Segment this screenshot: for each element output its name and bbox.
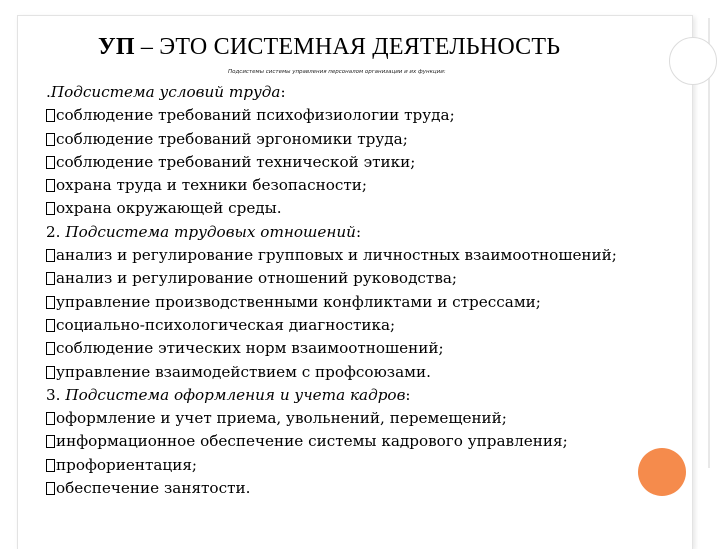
list-item-text: управление взаимодействием с профсоюзами.	[56, 362, 431, 381]
subsystem-number: 3.	[46, 385, 66, 404]
subsystem-heading-text: Подсистема условий труда	[50, 83, 281, 101]
subsystem-number: .	[46, 83, 51, 101]
subsystem-heading-text: Подсистема трудовых отношений	[65, 222, 356, 241]
list-item-text: соблюдение требований технической этики;	[56, 152, 416, 171]
title-abbreviation: УП	[98, 34, 135, 60]
list-item-text: охрана труда и техники безопасности;	[56, 176, 368, 195]
subsystem-number: 2.	[46, 222, 66, 241]
bullet-box-icon	[46, 249, 55, 262]
list-item-text: профориентация;	[56, 455, 198, 474]
list-item	[46, 197, 646, 220]
slide-subtitle: Подсистемы системы управления персоналом организации и их функции:	[228, 69, 446, 75]
bullet-box-icon	[46, 482, 55, 495]
list-item	[46, 151, 646, 174]
list-item	[46, 454, 646, 477]
title-text: – ЭТО СИСТЕМНАЯ ДЕЯТЕЛЬНОСТЬ	[134, 34, 561, 60]
slide-frame-edge	[708, 18, 710, 468]
list-item	[46, 407, 646, 430]
list-item-text: обеспечение занятости.	[56, 479, 251, 498]
list-item	[46, 128, 646, 151]
list-item-text: социально-психологическая диагностика;	[56, 315, 396, 334]
bullet-box-icon	[46, 296, 55, 309]
subsystem-list	[46, 81, 646, 500]
subsystem-heading-colon: :	[405, 385, 411, 404]
list-item-text: анализ и регулирование отношений руководства;	[56, 269, 458, 288]
list-item-text: охрана окружающей среды.	[56, 199, 282, 218]
slide-title	[98, 34, 560, 61]
bullet-box-icon	[46, 179, 55, 192]
bullet-box-icon	[46, 202, 55, 215]
list-item	[46, 361, 646, 384]
list-item-text: управление производственными конфликтами и стрессами;	[56, 292, 541, 311]
bullet-box-icon	[46, 435, 55, 448]
list-item-text: соблюдение требований эргономики труда;	[56, 129, 408, 148]
list-item	[46, 430, 646, 453]
bullet-box-icon	[46, 412, 55, 425]
bullet-box-icon	[46, 366, 55, 379]
list-item	[46, 314, 646, 337]
bullet-box-icon	[46, 133, 55, 146]
bullet-box-icon	[46, 156, 55, 169]
list-item	[46, 291, 646, 314]
subsystem-heading	[46, 81, 646, 104]
list-item-text: оформление и учет приема, увольнений, перемещений;	[56, 409, 507, 428]
list-item-text: анализ и регулирование групповых и личностных взаимоотношений;	[56, 246, 617, 265]
bullet-box-icon	[46, 109, 55, 122]
bullet-box-icon	[46, 459, 55, 472]
list-item-text: соблюдение этических норм взаимоотношений;	[56, 339, 444, 358]
bullet-box-icon	[46, 319, 55, 332]
list-item	[46, 174, 646, 197]
list-item	[46, 477, 646, 500]
subsystem-heading	[46, 221, 646, 244]
bullet-box-icon	[46, 272, 55, 285]
list-item	[46, 267, 646, 290]
list-item	[46, 104, 646, 127]
subsystem-heading-colon: :	[280, 83, 286, 101]
list-item-text: информационное обеспечение системы кадрового управления;	[56, 432, 568, 451]
subsystem-heading-colon: :	[355, 222, 362, 241]
list-item	[46, 244, 646, 267]
bullet-box-icon	[46, 342, 55, 355]
list-item-text: соблюдение требований психофизиологии труда;	[56, 106, 455, 125]
subsystem-heading	[46, 384, 646, 407]
subsystem-heading-text: Подсистема оформления и учета кадров	[65, 385, 406, 404]
decorative-circle-outline	[669, 37, 717, 85]
list-item	[46, 337, 646, 360]
